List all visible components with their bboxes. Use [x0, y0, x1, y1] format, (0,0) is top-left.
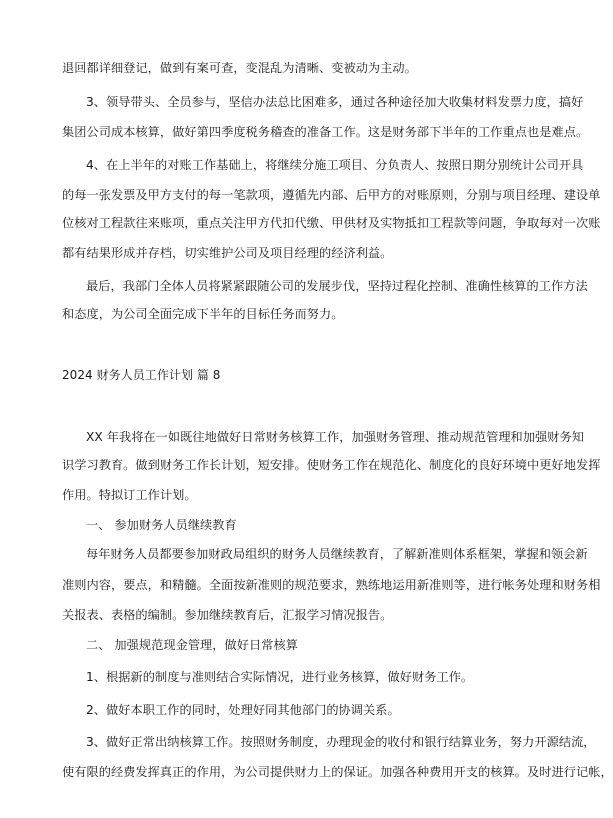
text-line: 3、领导带头、全员参与，坚信办法总比困难多，通过各种途径加大收集材料发票力度，搞好	[86, 95, 584, 109]
text-line: 识学习教育。做到财务工作长计划，短安排。使财务工作在规范化、制度化的良好环境中更好地发挥	[62, 458, 601, 472]
text-line: 使有限的经费发挥真正的作用，为公司提供财力上的保证。加强各种费用开支的核算。及时进行记帐，	[62, 765, 613, 779]
text-line: 位核对工程款往来账项，重点关注甲方代扣代缴、甲供材及实物抵扣工程款等问题，争取每对一次账	[62, 216, 601, 230]
text-line: 作用。特拟订工作计划。	[62, 488, 197, 502]
text-line: 和态度，为公司全面完成下半年的目标任务而努力。	[62, 307, 344, 321]
section-heading: 2024 财务人员工作计划 篇 8	[62, 368, 221, 382]
text-line: 集团公司成本核算，做好第四季度税务稽查的准备工作。这是财务部下半年的工作重点也是难点。	[62, 125, 589, 139]
text-line: 的每一张发票及甲方支付的每一笔款项，遵循先内部、后甲方的对账原则，分别与项目经理、建设单	[62, 188, 601, 202]
text-line: XX 年我将在一如既往地做好日常财务核算工作，加强财务管理、推动规范管理和加强财务知	[86, 430, 584, 444]
text-line: 最后，我部门全体人员将紧紧跟随公司的发展步伐，坚持过程化控制、准确性核算的工作方法	[86, 279, 588, 293]
text-line: 关报表、表格的编制。参加继续教育后，汇报学习情况报告。	[62, 608, 393, 622]
text-line: 2、做好本职工作的同时，处理好同其他部门的协调关系。	[86, 703, 400, 717]
text-line: 都有结果形成并存档，切实维护公司及项目经理的经济利益。	[62, 246, 393, 260]
text-line: 3、做好正常出纳核算工作。按照财务制度，办理现金的收付和银行结算业务，努力开源结流，	[86, 735, 596, 749]
text-line: 1、根据新的制度与准则结合实际情况，进行业务核算，做好财务工作。	[86, 670, 474, 684]
subheading: 二、 加强规范现金管理，做好日常核算	[86, 638, 298, 652]
text-line: 退回都详细登记，做到有案可查，变混乱为清晰、变被动为主动。	[62, 61, 417, 75]
text-line: 4、在上半年的对账工作基础上，将继续分施工项目、分负责人、按照日期分别统计公司开具	[86, 158, 584, 172]
text-line: 准则内容，要点，和精髓。全面按新准则的规范要求，熟练地运用新准则等，进行帐务处理和财务相	[62, 578, 601, 592]
subheading: 一、 参加财务人员继续教育	[86, 518, 237, 532]
text-line: 每年财务人员都要参加财政局组织的财务人员继续教育，了解新准则体系框架，掌握和领会新	[86, 547, 588, 561]
